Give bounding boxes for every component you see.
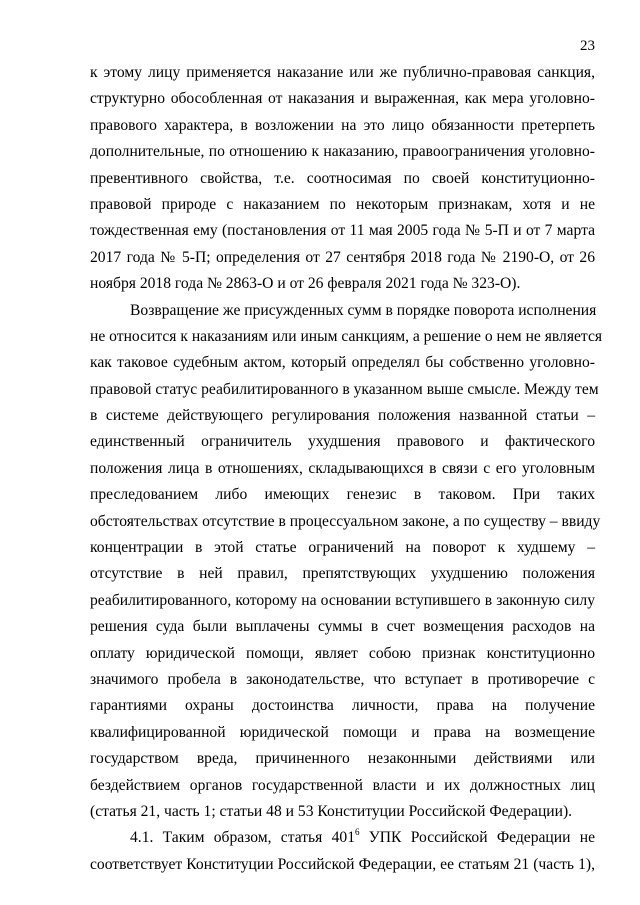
text-line: положения лица в отношениях, складывающихся в связи с его уголовным — [90, 459, 595, 477]
text-line: обстоятельствах отсутствие в процессуальном законе, а по существу – ввиду — [90, 512, 601, 530]
text-line: оплату юридической помощи, являет собою признак конституционно — [90, 644, 595, 662]
text-line: 2017 года № 5-П; определения от 27 сентября 2018 года № 2190-О, от 26 — [90, 248, 595, 266]
text-line: не относится к наказаниям или иным санкциям, а решение о нем не является — [90, 327, 603, 345]
text-line: отсутствие в ней правил, препятствующих ухудшению положения — [90, 565, 595, 583]
text-line: дополнительные, по отношению к наказанию, правоограничения уголовно- — [90, 143, 595, 161]
text-line: решения суда были выплачены суммы в счет возмещения расходов на — [90, 618, 595, 636]
text-line-final-2: соответствует Конституции Российской Федерации, ее статьям 21 (часть 1), — [90, 855, 595, 873]
text-line: гарантиями охраны достоинства личности, права на получение — [90, 697, 595, 715]
text-line: государством вреда, причиненного незаконными действиями или — [90, 750, 595, 768]
article-superscript: 6 — [355, 827, 360, 838]
text-line: к этому лицу применяется наказание или же публично-правовая санкция, — [90, 64, 595, 81]
page-number: 23 — [580, 38, 595, 54]
text-line: в системе действующего регулирования положения названной статьи – — [90, 407, 595, 425]
final-line1-after: УПК Российской Федерации не — [359, 829, 595, 847]
text-line: правовой природе с наказанием по некоторым признакам, хотя и не — [90, 195, 595, 213]
document-body — [90, 60, 603, 878]
text-line: превентивного свойства, т.е. соотносимая по своей конституционно- — [90, 169, 595, 187]
text-line: Возвращение же присужденных сумм в порядке поворота исполнения — [130, 301, 597, 319]
text-line: правовой статус реабилитированного в указанном выше смысле. Между тем — [90, 380, 599, 398]
text-line: тождественная ему (постановления от 11 мая 2005 года № 5-П и от 7 марта — [90, 222, 595, 240]
text-line: правового характера, в возложении на это лицо обязанности претерпеть — [90, 116, 595, 134]
text-line: квалифицированной юридической помощи и права на возмещение — [90, 723, 595, 741]
text-line: значимого пробела в законодательстве, что вступает в противоречие с — [90, 670, 595, 688]
text-line: структурно обособленная от наказания и выраженная, как мера уголовно- — [90, 90, 595, 108]
text-line: преследованием либо имеющих генезис в таковом. При таких — [90, 486, 595, 504]
text-line: (статья 21, часть 1; статьи 48 и 53 Конституции Российской Федерации). — [90, 802, 573, 820]
text-line: единственный ограничитель ухудшения правового и фактического — [90, 433, 595, 451]
text-line: ноября 2018 года № 2863-О и от 26 февраля 2021 года № 323-О). — [90, 275, 521, 293]
text-line-final-1 — [90, 825, 595, 851]
final-line1-before: 4.1. Таким образом, статья 401 — [130, 829, 355, 847]
text-line: бездействием органов государственной власти и их должностных лиц — [90, 776, 595, 794]
text-line: как таковое судебным актом, который определял бы собственно уголовно- — [90, 354, 595, 372]
text-line: реабилитированного, которому на основании вступившего в законную силу — [90, 591, 595, 609]
text-line: концентрации в этой статье ограничений на поворот к худшему – — [90, 539, 595, 557]
